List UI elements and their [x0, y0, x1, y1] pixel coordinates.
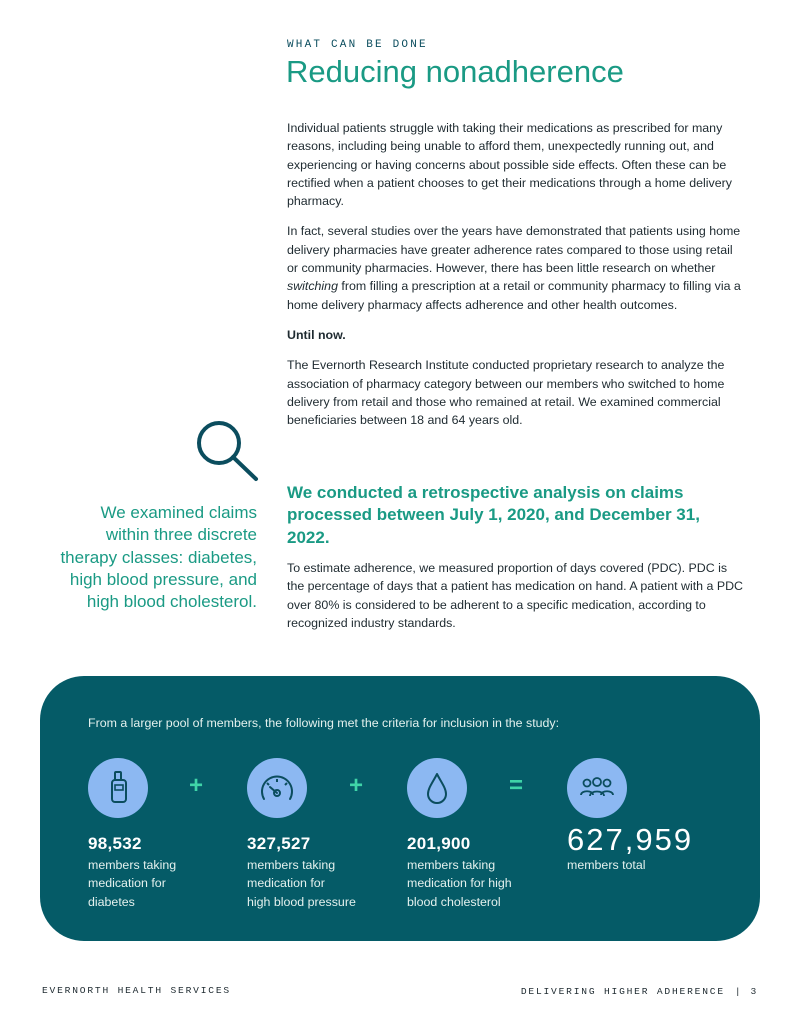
paragraph-2-start: In fact, several studies over the years have demonstrated that patients using home delivery pharmacies have greater adherence rates compared to those using retail or community pharmacies. However, there has been little research on whether [287, 224, 741, 276]
stat-line: diabetes [88, 894, 135, 909]
stat-line: medication for [88, 876, 166, 891]
pull-quote: We examined claims within three discrete therapy classes: diabetes, high blood pressure, and high blood cholesterol. [60, 503, 257, 612]
people-icon [567, 758, 627, 818]
stat-line: members taking [247, 858, 336, 872]
plus-operator: + [349, 772, 364, 799]
footer-section [521, 986, 758, 997]
footer-separator: | [734, 986, 743, 997]
stat-cholesterol [407, 758, 557, 911]
gauge-icon [247, 758, 307, 818]
stat-line: high blood pressure [247, 894, 356, 909]
stat-description [247, 856, 397, 911]
stat-line: medication for [247, 876, 325, 891]
intro-body [287, 119, 747, 441]
stat-line: members taking [88, 858, 177, 872]
total-label: members total [567, 858, 646, 872]
stat-diabetes [88, 758, 238, 911]
footer-brand: EVERNORTH HEALTH SERVICES [42, 985, 231, 996]
page-number: 3 [750, 986, 758, 997]
stat-number: 327,527 [247, 834, 311, 853]
total-number: 627,959 [567, 822, 694, 857]
magnifier-icon [194, 418, 260, 484]
stat-high-blood-pressure [247, 758, 397, 911]
equals-operator: = [509, 772, 524, 799]
methodology-paragraph: To estimate adherence, we measured proportion of days covered (PDC). PDC is the percentage of days that a patient has medication on hand. A patient with a PDC over 80% is considered to be adherent to a specific medication, according to recognized industry standards. [287, 561, 744, 630]
inhaler-icon [88, 758, 148, 818]
paragraph-2-end: from filling a prescription at a retail or community pharmacy to filling via a home delivery pharmacy affects adherence and other health outcomes. [287, 279, 741, 312]
stat-line: blood cholesterol [407, 894, 501, 909]
paragraph-1: Individual patients struggle with taking their medications as prescribed for many reasons, including being unable to afford them, unexpectedly running out, and experiencing or having concerns about possible side effects. Often these can be rectified when a patient chooses to get their medications through a home delivery pharmacy. [287, 121, 732, 209]
drop-icon [407, 758, 467, 818]
stat-line: medication for high [407, 876, 512, 891]
highlight-statement: We conducted a retrospective analysis on claims processed between July 1, 2020, and December 31, 2022. [287, 483, 700, 547]
study-population-panel [40, 676, 760, 941]
stat-line: members taking [407, 858, 496, 872]
stat-number: 98,532 [88, 834, 142, 853]
stat-total [567, 758, 717, 874]
plus-operator: + [189, 772, 204, 799]
paragraph-2-emphasis: switching [287, 279, 338, 294]
stat-number: 201,900 [407, 834, 471, 853]
paragraph-4: The Evernorth Research Institute conducted proprietary research to analyze the association of pharmacy category between our members who switched to home delivery from retail and those who remained at retail. We examined commercial beneficiaries between 18 and 64 years old. [287, 358, 725, 428]
footer-section-title: DELIVERING HIGHER ADHERENCE [520, 986, 725, 997]
paragraph-until-now: Until now. [287, 327, 346, 342]
panel-intro: From a larger pool of members, the following met the criteria for inclusion in the study: [88, 716, 560, 730]
paragraph-2 [287, 222, 747, 313]
stat-description [88, 856, 238, 911]
stat-description [407, 856, 557, 911]
section-eyebrow: WHAT CAN BE DONE [287, 39, 428, 51]
page-title: Reducing nonadherence [286, 54, 624, 89]
